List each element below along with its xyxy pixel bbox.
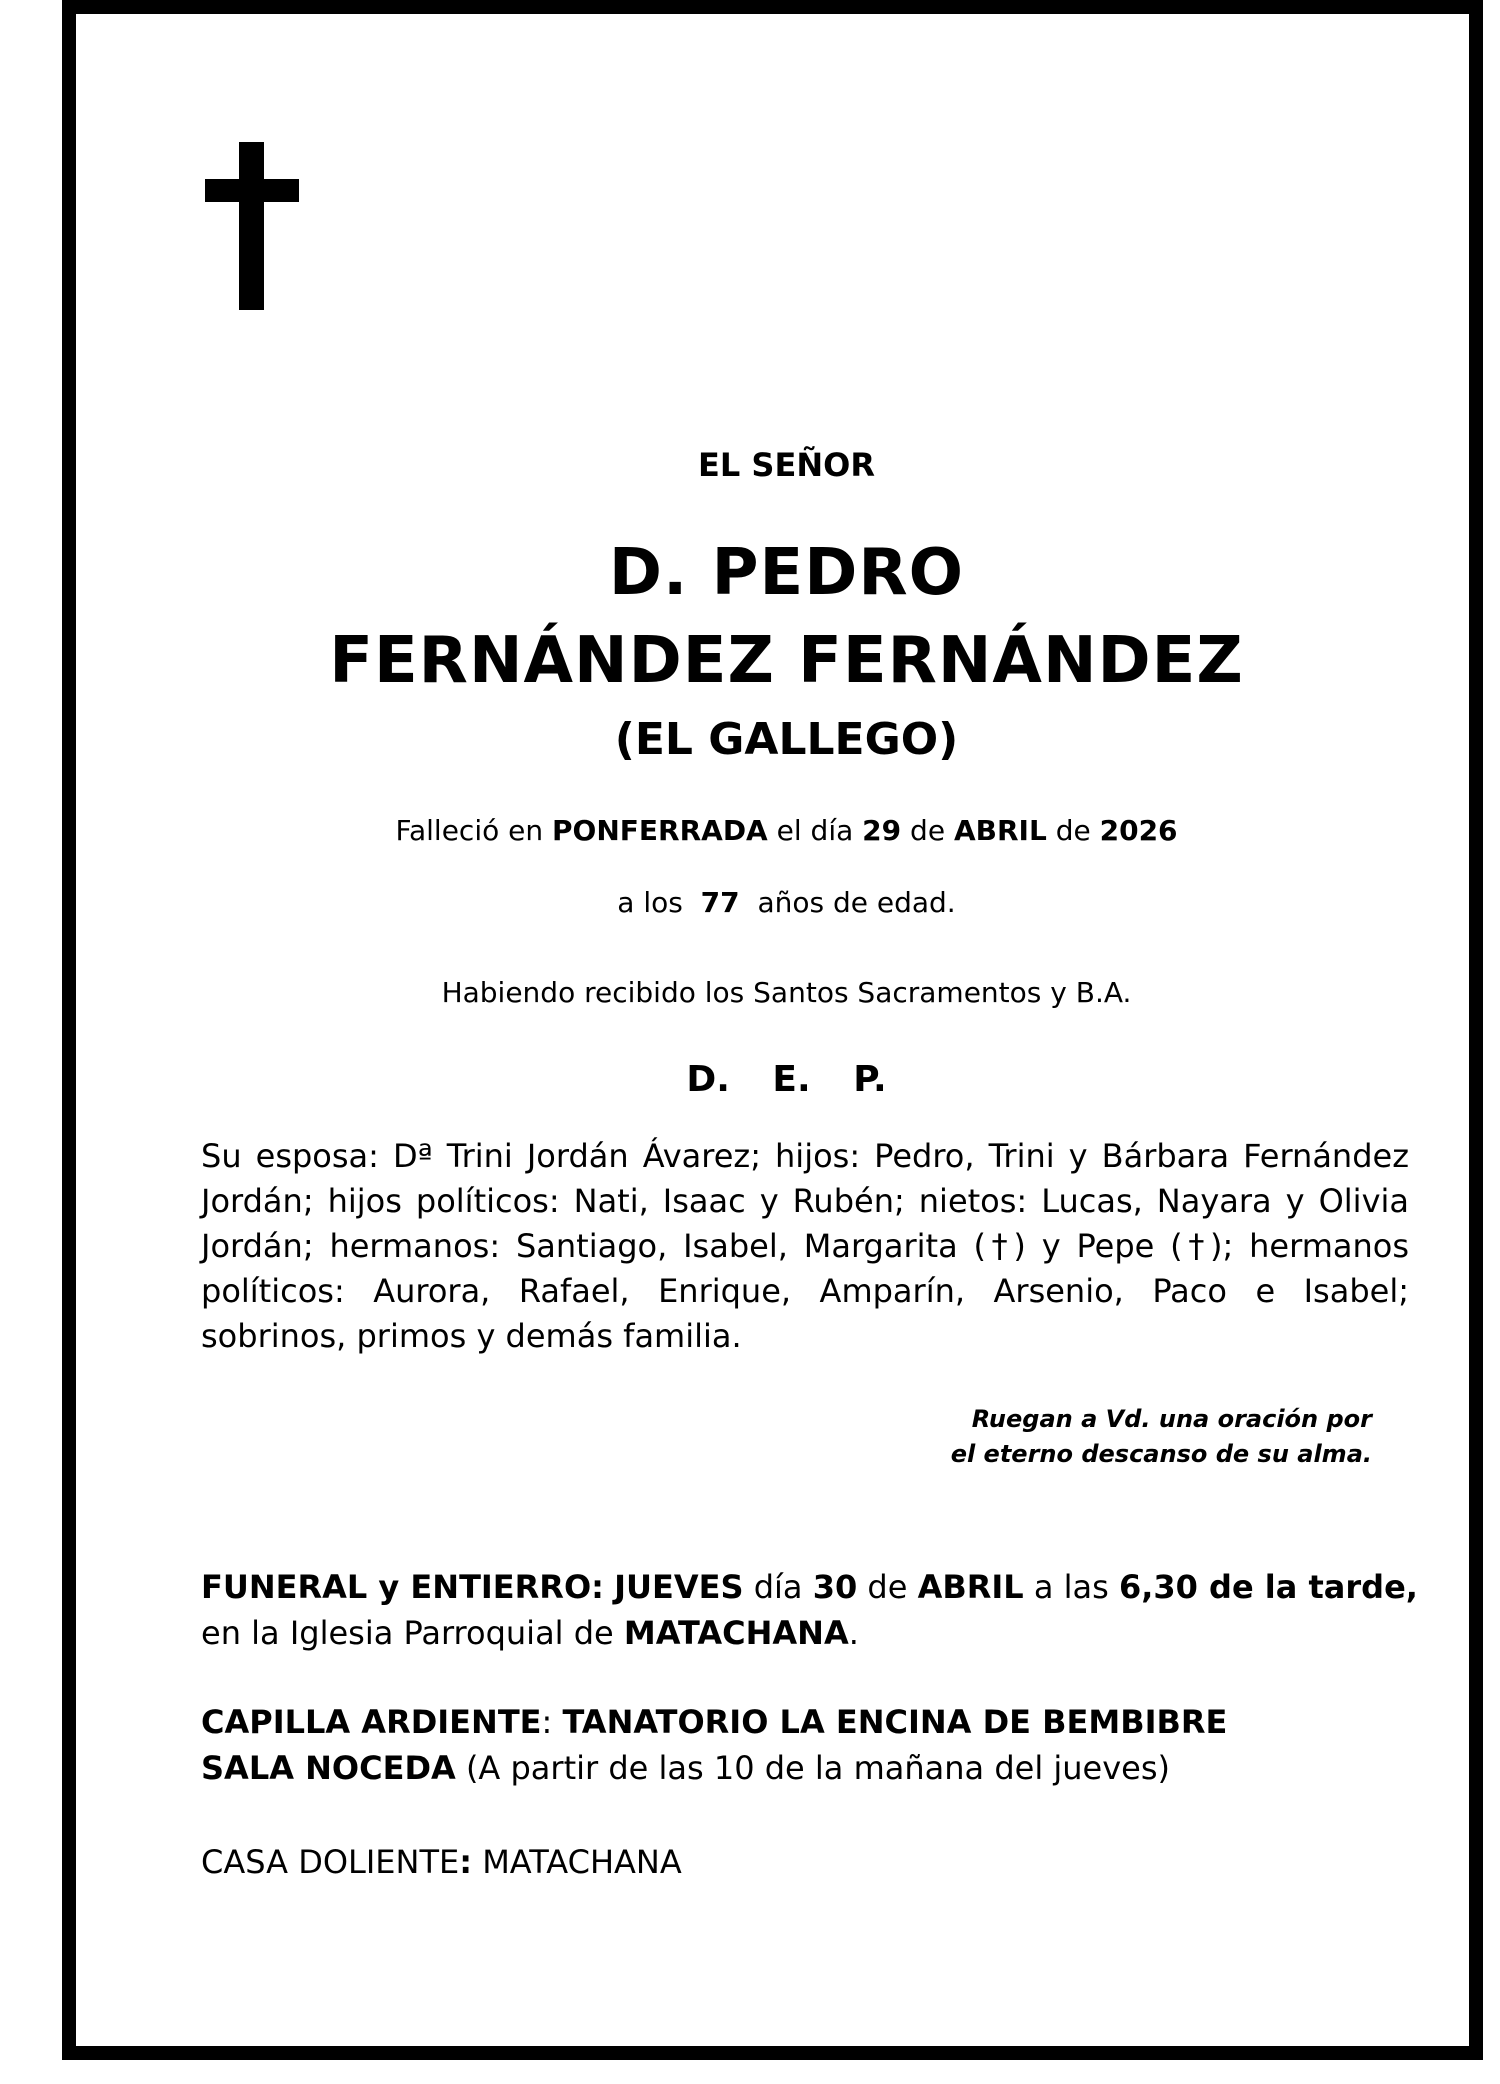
deceased-name-line2: FERNÁNDEZ FERNÁNDEZ [329,624,1244,698]
sacraments-line: Habiendo recibido los Santos Sacramentos y B.A. [441,976,1132,1009]
honorific-heading: EL SEÑOR [698,446,875,484]
prayer-request [772,1402,1372,1472]
dep-abbreviation: D. E. P. [686,1059,887,1100]
chapel-line1: CAPILLA ARDIENTE: TANATORIO LA ENCINA DE BEMBIBRE [201,1703,1228,1741]
mourning-house: CASA DOLIENTE: MATACHANA [201,1843,682,1881]
deceased-nickname: (EL GALLEGO) [614,714,959,765]
latin-cross-icon [205,142,299,310]
obituary-frame [62,0,1483,2060]
prayer-line2: el eterno descanso de su alma. [950,1440,1372,1468]
deceased-name-line1: D. PEDRO [608,536,965,610]
chapel-info [201,1699,1421,1791]
funeral-info [201,1564,1421,1656]
family-paragraph: Su esposa: Dª Trini Jordán Ávarez; hijos: Pedro, Trini y Bárbara Fernández Jordán; hijos políticos: Nati, Isaac y Rubén; nietos: Lucas, Nayara y Olivia Jordán; hermanos: Santiago, Isabel, Margarita (†) y Pepe (†); hermanos políticos: Aurora, Rafael, Enrique, Amparín, Arsenio, Paco e Isabel; sobrinos, primos y demás familia. [201,1137,1409,1355]
funeral-line1: FUNERAL y ENTIERRO: JUEVES día 30 de ABRIL a las 6,30 de la tarde, [201,1568,1418,1606]
death-age: a los 77 años de edad. [617,886,956,919]
death-place-date: Falleció en PONFERRADA el día 29 de ABRIL de 2026 [395,814,1178,847]
prayer-line1: Ruegan a Vd. una oración por [971,1405,1372,1433]
chapel-line2: SALA NOCEDA (A partir de las 10 de la mañana del jueves) [201,1749,1171,1787]
funeral-line2: en la Iglesia Parroquial de MATACHANA. [201,1614,859,1652]
